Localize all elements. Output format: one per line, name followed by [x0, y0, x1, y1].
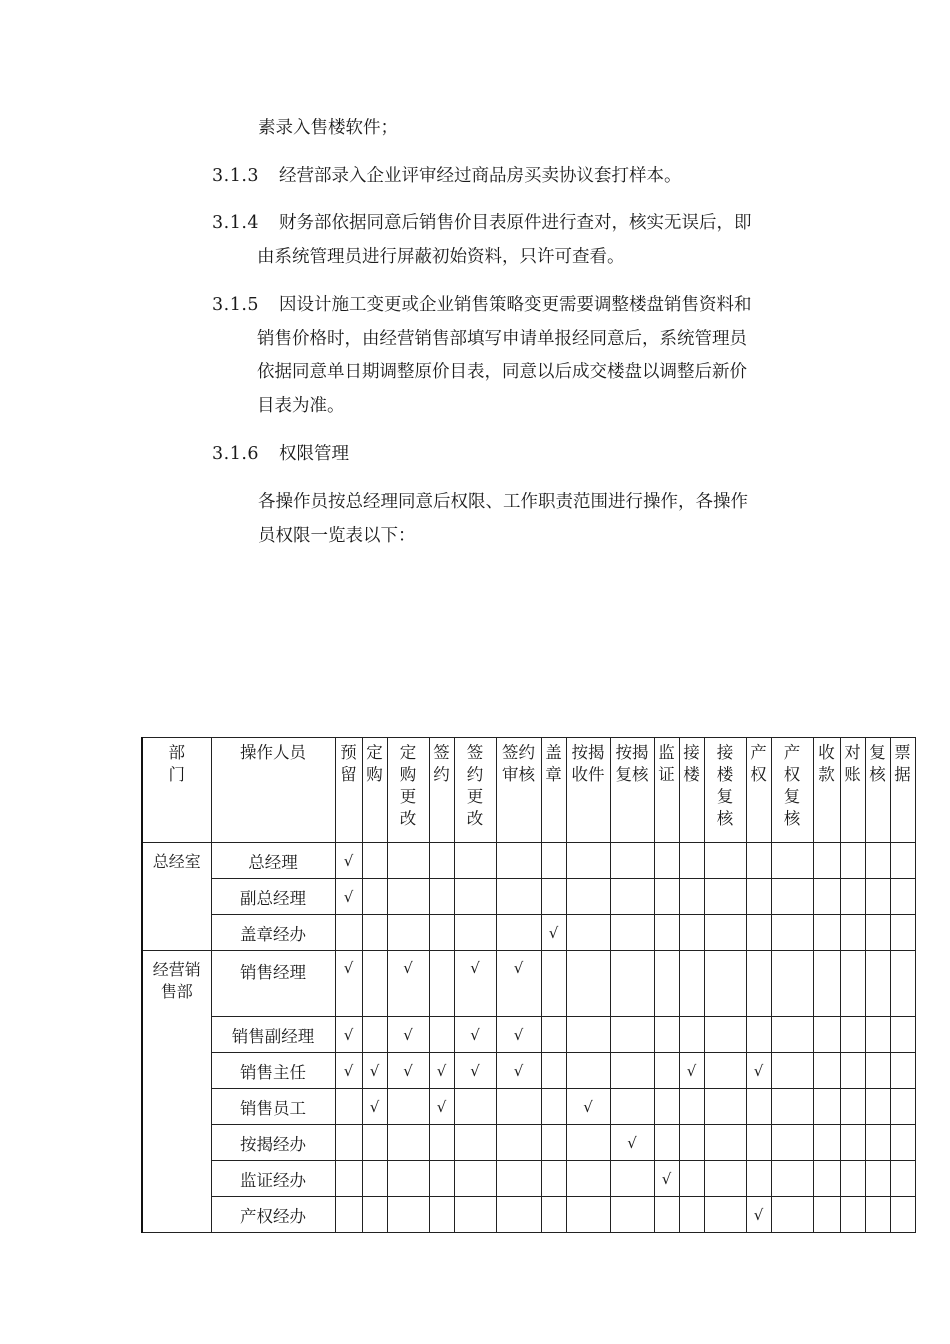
- permission-cell: [387, 879, 429, 915]
- paragraph-line: [258, 112, 398, 146]
- permission-cell: [454, 951, 496, 1017]
- permission-cell: [813, 1125, 840, 1161]
- permission-cell: [771, 951, 813, 1017]
- paragraph-text: 经营部录入企业评审经过商品房买卖协议套打样本。: [279, 166, 682, 186]
- permission-cell: [335, 1197, 362, 1233]
- permission-cell: [865, 1053, 890, 1089]
- permission-cell: [771, 1053, 813, 1089]
- header-dept: 部 门: [142, 738, 211, 843]
- permission-cell: [890, 1125, 915, 1161]
- permission-cell: [865, 951, 890, 1017]
- table-row: [142, 915, 915, 951]
- permission-cell: [746, 1197, 771, 1233]
- paragraph-text: 由系统管理员进行屏蔽初始资料，只许可查看。: [257, 246, 625, 267]
- permission-cell: [704, 1197, 746, 1233]
- permission-cell: [654, 1053, 679, 1089]
- header-permission-10: 接 楼: [679, 738, 704, 843]
- check-mark: √: [403, 959, 413, 977]
- header-permission-5: 签约 审核: [496, 738, 541, 843]
- permission-cell: [566, 915, 610, 951]
- permission-cell: [746, 1161, 771, 1197]
- operator-cell: 监证经办: [211, 1161, 335, 1197]
- permission-cell: [566, 1125, 610, 1161]
- paragraph-line: [212, 438, 349, 472]
- section-number: 3.1.3: [212, 166, 260, 186]
- paragraph-line: [212, 207, 752, 241]
- permission-cell: [654, 915, 679, 951]
- permission-cell: [771, 1017, 813, 1053]
- permission-cell: [429, 879, 454, 915]
- paragraph-line: [212, 289, 752, 323]
- permission-cell: [335, 1017, 362, 1053]
- paragraph-line: [212, 356, 752, 390]
- paragraph-line: [212, 241, 752, 275]
- operator-cell: 产权经办: [211, 1197, 335, 1233]
- permission-cell: [541, 1089, 566, 1125]
- table-row: [142, 879, 915, 915]
- section-number: 3.1.5: [212, 295, 260, 315]
- check-mark: √: [343, 1061, 354, 1080]
- permission-cell: [771, 1197, 813, 1233]
- check-mark: √: [513, 1061, 524, 1080]
- permission-cell: [890, 1161, 915, 1197]
- permission-cell: [429, 1089, 454, 1125]
- permission-cell: [362, 1125, 387, 1161]
- permission-cell: [704, 1089, 746, 1125]
- check-mark: √: [470, 959, 480, 977]
- permission-cell: [890, 1017, 915, 1053]
- permission-cell: [429, 1125, 454, 1161]
- paragraph-1: [212, 160, 682, 194]
- permission-cell: [566, 1053, 610, 1089]
- permission-cell: [746, 879, 771, 915]
- permission-cell: [679, 843, 704, 879]
- permission-cell: [890, 1053, 915, 1089]
- permission-cell: [771, 879, 813, 915]
- header-permission-1: 定 购: [362, 738, 387, 843]
- permission-cell: [429, 915, 454, 951]
- dept-cell: 经营销 售部: [142, 951, 211, 1233]
- permission-cell: [496, 1053, 541, 1089]
- permission-cell: [610, 1089, 654, 1125]
- permission-cell: [704, 1053, 746, 1089]
- permission-cell: [865, 1125, 890, 1161]
- permission-cell: [610, 843, 654, 879]
- check-mark: √: [369, 1097, 380, 1116]
- permission-cell: [387, 951, 429, 1017]
- permission-cell: [654, 879, 679, 915]
- permission-cell: [387, 1125, 429, 1161]
- header-permission-15: 对 账: [840, 738, 865, 843]
- check-mark: √: [436, 1097, 447, 1116]
- paragraph-line: [212, 390, 752, 424]
- permission-cell: [840, 915, 865, 951]
- permission-cell: [704, 1017, 746, 1053]
- dept-cell: 总经室: [142, 843, 211, 951]
- check-mark: √: [343, 959, 354, 977]
- header-permission-11: 接 楼 复 核: [704, 738, 746, 843]
- permission-cell: [335, 915, 362, 951]
- header-permission-14: 收 款: [813, 738, 840, 843]
- permission-cell: [865, 1161, 890, 1197]
- header-permission-7: 按揭 收件: [566, 738, 610, 843]
- check-mark: √: [583, 1097, 593, 1116]
- paragraph-5: [258, 486, 748, 553]
- permission-cell: [746, 843, 771, 879]
- permission-cell: [813, 1053, 840, 1089]
- paragraph-line: [212, 323, 752, 357]
- permission-cell: [890, 915, 915, 951]
- permission-cell: [865, 1017, 890, 1053]
- paragraph-text: 依据同意单日期调整原价目表，同意以后成交楼盘以调整后新价: [257, 362, 747, 382]
- paragraph-text: 素录入售楼软件；: [258, 118, 398, 138]
- paragraph-4: [212, 438, 349, 472]
- permission-cell: [746, 1125, 771, 1161]
- table-header-row: [142, 738, 915, 843]
- permission-cell: [496, 951, 541, 1017]
- operator-cell: 总经理: [211, 843, 335, 879]
- permission-cell: [746, 1017, 771, 1053]
- permission-cell: [654, 1161, 679, 1197]
- paragraph-text: 因设计施工变更或企业销售策略变更需要调整楼盘销售资料和: [279, 295, 752, 315]
- header-permission-4: 签 约 更 改: [454, 738, 496, 843]
- permission-cell: [771, 1161, 813, 1197]
- permission-cell: [362, 915, 387, 951]
- paragraph-line: [258, 520, 748, 554]
- permission-cell: [541, 1197, 566, 1233]
- permission-cell: [840, 951, 865, 1017]
- header-permission-17: 票 据: [890, 738, 915, 843]
- permission-cell: [566, 951, 610, 1017]
- header-permission-3: 签 约: [429, 738, 454, 843]
- permission-cell: [387, 1017, 429, 1053]
- paragraph-line: [212, 160, 682, 194]
- permission-cell: [610, 951, 654, 1017]
- permission-cell: [704, 843, 746, 879]
- permission-cell: [335, 879, 362, 915]
- check-mark: √: [686, 1061, 697, 1080]
- paragraph-text: 权限管理: [279, 444, 349, 464]
- section-number: 3.1.6: [212, 444, 260, 464]
- permission-cell: [541, 1161, 566, 1197]
- permission-cell: [654, 951, 679, 1017]
- permission-cell: [362, 1197, 387, 1233]
- permission-cell: [865, 879, 890, 915]
- permission-cell: [496, 879, 541, 915]
- permission-cell: [771, 1125, 813, 1161]
- permission-cell: [566, 1017, 610, 1053]
- permission-cell: [454, 1017, 496, 1053]
- permission-cell: [890, 1197, 915, 1233]
- table-row: [142, 1089, 915, 1125]
- header-permission-2: 定 购 更 改: [387, 738, 429, 843]
- permission-cell: [890, 951, 915, 1017]
- permission-cell: [679, 1197, 704, 1233]
- permission-cell: [746, 951, 771, 1017]
- permission-cell: [566, 1089, 610, 1125]
- permission-cell: [429, 1053, 454, 1089]
- permission-cell: [654, 1017, 679, 1053]
- permission-cell: [654, 843, 679, 879]
- header-permission-16: 复 核: [865, 738, 890, 843]
- permission-cell: [496, 1161, 541, 1197]
- header-permission-8: 按揭 复核: [610, 738, 654, 843]
- check-mark: √: [548, 923, 559, 942]
- permission-cell: [387, 1089, 429, 1125]
- permission-cell: [704, 1125, 746, 1161]
- header-permission-13: 产 权 复 核: [771, 738, 813, 843]
- permission-cell: [679, 951, 704, 1017]
- permission-cell: [654, 1197, 679, 1233]
- permission-cell: [610, 1125, 654, 1161]
- permission-cell: [541, 951, 566, 1017]
- permission-table: [141, 737, 916, 1233]
- permission-cell: [771, 1089, 813, 1125]
- permission-cell: [813, 879, 840, 915]
- operator-cell: 销售员工: [211, 1089, 335, 1125]
- permission-cell: [746, 1089, 771, 1125]
- permission-cell: [654, 1125, 679, 1161]
- permission-cell: [429, 951, 454, 1017]
- paragraph-line: [258, 486, 748, 520]
- permission-cell: [335, 1053, 362, 1089]
- permission-cell: [610, 879, 654, 915]
- permission-cell: [362, 1017, 387, 1053]
- paragraph-text: 财务部依据同意后销售价目表原件进行查对，核实无误后，即: [279, 213, 752, 233]
- paragraph-0: [258, 112, 398, 146]
- permission-cell: [362, 1089, 387, 1125]
- permission-cell: [746, 915, 771, 951]
- permission-cell: [429, 1017, 454, 1053]
- permission-cell: [541, 1053, 566, 1089]
- permission-cell: [387, 915, 429, 951]
- paragraph-text: 销售价格时，由经营销售部填写申请单报经同意后，系统管理员: [257, 328, 747, 349]
- permission-cell: [387, 843, 429, 879]
- check-mark: √: [369, 1061, 380, 1080]
- permission-cell: [566, 879, 610, 915]
- table-row: [142, 1017, 915, 1053]
- operator-cell: 销售经理: [211, 951, 335, 1017]
- permission-cell: [813, 1089, 840, 1125]
- permission-cell: [840, 1089, 865, 1125]
- permission-cell: [890, 843, 915, 879]
- check-mark: √: [627, 1133, 637, 1152]
- permission-cell: [679, 1125, 704, 1161]
- permission-cell: [840, 843, 865, 879]
- permission-cell: [813, 1197, 840, 1233]
- check-mark: √: [343, 1025, 354, 1044]
- permission-cell: [679, 1089, 704, 1125]
- permission-cell: [541, 843, 566, 879]
- check-mark: √: [436, 1061, 447, 1080]
- permission-cell: [362, 1161, 387, 1197]
- permission-cell: [840, 1053, 865, 1089]
- permission-cell: [813, 843, 840, 879]
- permission-cell: [771, 843, 813, 879]
- permission-cell: [454, 1161, 496, 1197]
- permission-cell: [704, 879, 746, 915]
- permission-cell: [840, 1197, 865, 1233]
- permission-cell: [813, 951, 840, 1017]
- table-row: [142, 843, 915, 879]
- permission-cell: [566, 1197, 610, 1233]
- operator-cell: 盖章经办: [211, 915, 335, 951]
- permission-cell: [654, 1089, 679, 1125]
- operator-cell: 按揭经办: [211, 1125, 335, 1161]
- permission-cell: [335, 951, 362, 1017]
- permission-cell: [679, 1053, 704, 1089]
- permission-cell: [840, 1125, 865, 1161]
- table-row: [142, 1053, 915, 1089]
- paragraph-2: [212, 207, 752, 274]
- permission-cell: [335, 1089, 362, 1125]
- check-mark: √: [661, 1169, 672, 1188]
- paragraph-3: [212, 289, 752, 423]
- permission-cell: [890, 879, 915, 915]
- section-number: 3.1.4: [212, 213, 260, 233]
- check-mark: √: [753, 1205, 764, 1224]
- operator-cell: 销售副经理: [211, 1017, 335, 1053]
- header-permission-0: 预 留: [335, 738, 362, 843]
- check-mark: √: [513, 1025, 524, 1044]
- permission-cell: [704, 951, 746, 1017]
- check-mark: √: [403, 1025, 413, 1044]
- permission-cell: [610, 1197, 654, 1233]
- permission-cell: [679, 915, 704, 951]
- check-mark: √: [753, 1061, 764, 1080]
- paragraph-text: 各操作员按总经理同意后权限、工作职责范围进行操作，各操作: [258, 492, 748, 512]
- check-mark: √: [470, 1025, 480, 1044]
- permission-cell: [362, 1053, 387, 1089]
- permission-cell: [454, 879, 496, 915]
- permission-cell: [813, 1161, 840, 1197]
- check-mark: √: [513, 959, 524, 977]
- permission-cell: [496, 843, 541, 879]
- permission-cell: [865, 843, 890, 879]
- permission-cell: [454, 843, 496, 879]
- permission-cell: [335, 1125, 362, 1161]
- header-permission-12: 产 权: [746, 738, 771, 843]
- permission-cell: [496, 1017, 541, 1053]
- permission-cell: [454, 1053, 496, 1089]
- header-operator: 操作人员: [211, 738, 335, 843]
- check-mark: √: [470, 1061, 480, 1080]
- permission-cell: [454, 1197, 496, 1233]
- permission-cell: [496, 1197, 541, 1233]
- table-row: [142, 1161, 915, 1197]
- permission-cell: [454, 1125, 496, 1161]
- check-mark: √: [343, 887, 354, 906]
- permission-cell: [541, 1017, 566, 1053]
- table-row: [142, 1125, 915, 1161]
- permission-cell: [840, 1017, 865, 1053]
- permission-cell: [704, 1161, 746, 1197]
- permission-cell: [541, 1125, 566, 1161]
- permission-cell: [454, 1089, 496, 1125]
- table-row: [142, 951, 915, 1017]
- permission-cell: [541, 879, 566, 915]
- header-permission-6: 盖 章: [541, 738, 566, 843]
- permission-cell: [362, 879, 387, 915]
- permission-cell: [865, 915, 890, 951]
- permission-cell: [679, 1017, 704, 1053]
- permission-cell: [387, 1197, 429, 1233]
- operator-cell: 销售主任: [211, 1053, 335, 1089]
- permission-cell: [429, 1197, 454, 1233]
- permission-cell: [387, 1161, 429, 1197]
- permission-cell: [387, 1053, 429, 1089]
- permission-cell: [335, 1161, 362, 1197]
- permission-cell: [704, 915, 746, 951]
- permission-cell: [813, 915, 840, 951]
- paragraph-text: 员权限一览表以下：: [258, 525, 416, 546]
- permission-cell: [335, 843, 362, 879]
- permission-cell: [496, 1089, 541, 1125]
- permission-cell: [813, 1017, 840, 1053]
- table-row: [142, 1197, 915, 1233]
- permission-cell: [610, 915, 654, 951]
- permission-cell: [865, 1197, 890, 1233]
- permission-cell: [541, 915, 566, 951]
- permission-cell: [890, 1089, 915, 1125]
- permission-cell: [865, 1089, 890, 1125]
- permission-cell: [362, 951, 387, 1017]
- permission-cell: [610, 1053, 654, 1089]
- permission-cell: [362, 843, 387, 879]
- permission-cell: [610, 1161, 654, 1197]
- check-mark: √: [403, 1061, 413, 1080]
- permission-cell: [566, 843, 610, 879]
- permission-cell: [840, 1161, 865, 1197]
- permission-cell: [496, 915, 541, 951]
- permission-cell: [679, 879, 704, 915]
- paragraph-text: 目表为准。: [257, 395, 345, 416]
- permission-cell: [679, 1161, 704, 1197]
- permission-cell: [746, 1053, 771, 1089]
- header-permission-9: 监 证: [654, 738, 679, 843]
- operator-cell: 副总经理: [211, 879, 335, 915]
- permission-cell: [610, 1017, 654, 1053]
- check-mark: √: [343, 851, 354, 870]
- permission-cell: [566, 1161, 610, 1197]
- permission-cell: [771, 915, 813, 951]
- permission-cell: [429, 1161, 454, 1197]
- permission-cell: [840, 879, 865, 915]
- permission-cell: [496, 1125, 541, 1161]
- permission-cell: [429, 843, 454, 879]
- permission-cell: [454, 915, 496, 951]
